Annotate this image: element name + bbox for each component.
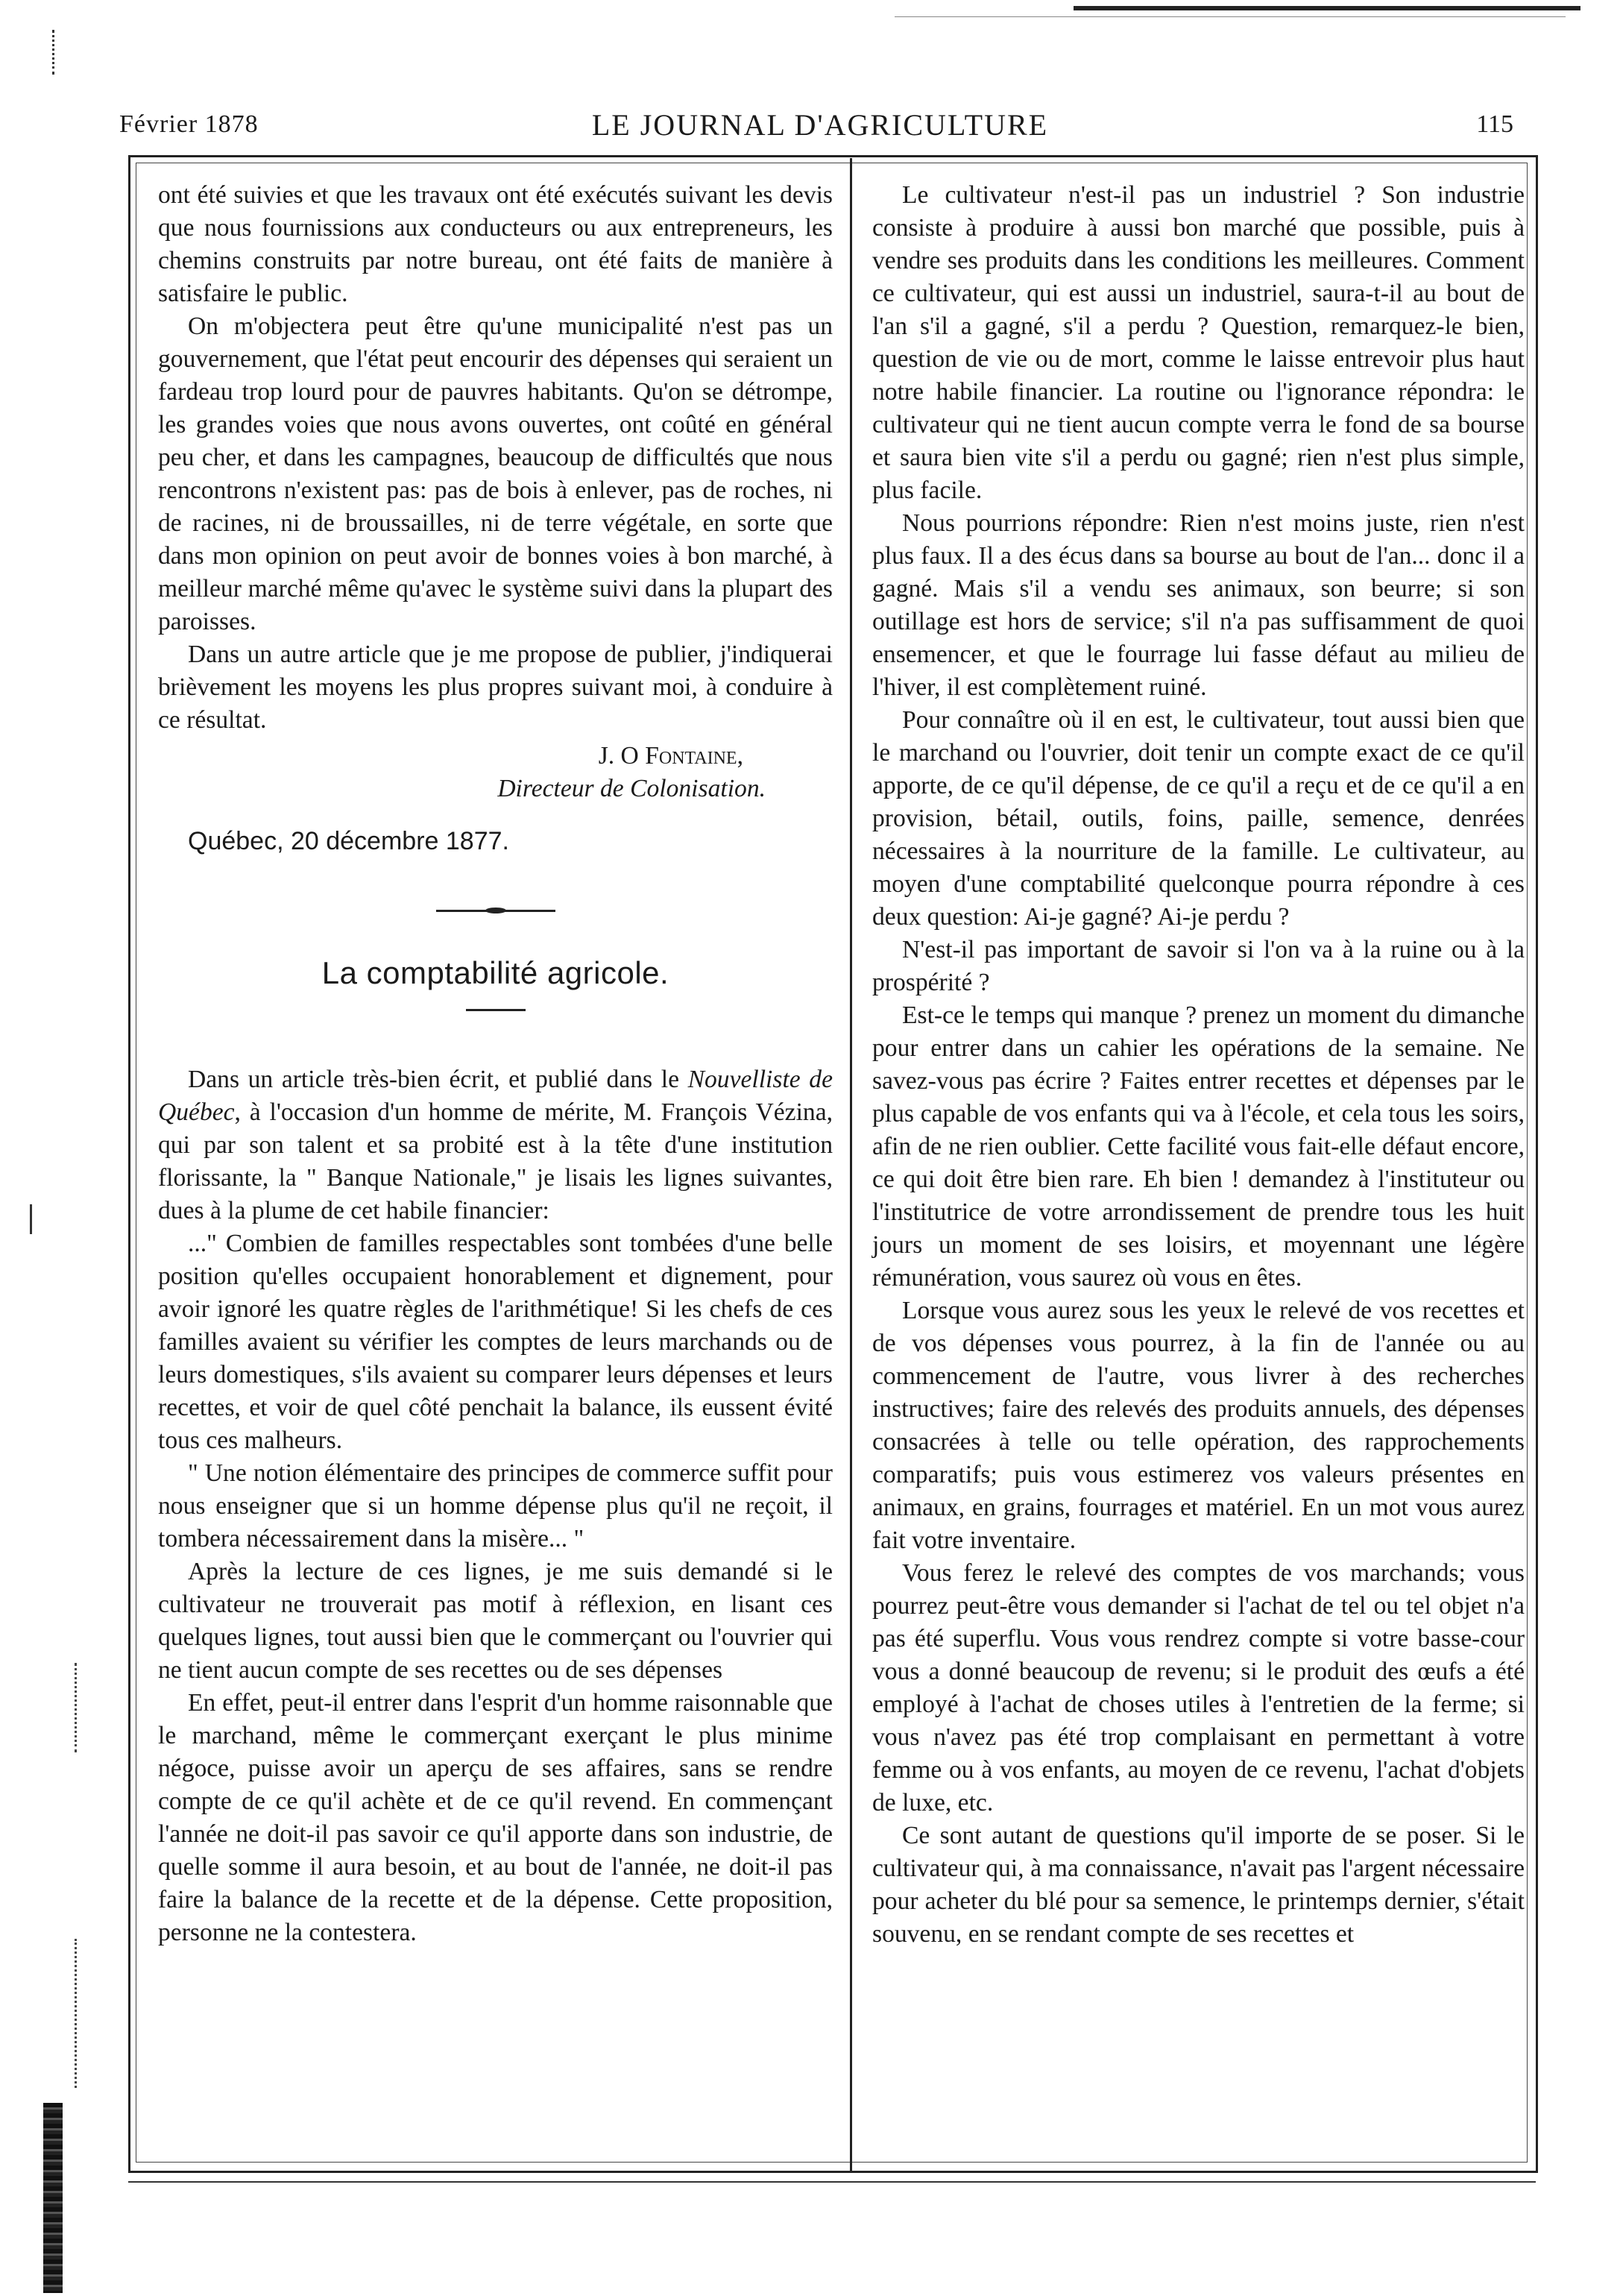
header-date: Février 1878 [119,110,259,138]
page-number: 115 [1476,110,1513,138]
paragraph: Est-ce le temps qui manque ? prenez un moment du dimanche pour entrer dans un cahier les opérations de la semaine. Ne savez-vous pas écrire ? Faites entrer recettes et dépenses par le plus capable de vos enfants qui va à l'école, et cela tous les soirs, afin de ne rien oublier. Cette facilité vous fait-elle défaut encore, ce qui doit être bien rare. Eh bien ! demandez à l'instituteur ou l'institutrice de votre arrondissement de prendre tous les huit jours un moment de ses loisirs, et moyennant une légère rémunération, vous saurez où vous en êtes. [872,1001,1525,1292]
top-thin-rule [895,16,1566,17]
paragraph: Ce sont autant de questions qu'il importe de se poser. Si le cultivateur qui, à ma connaissance, n'avait pas l'argent nécessaire pour acheter du blé pour sa semence, le printemps dernier, s'était souvenu, en se rendant compte de ses recettes et [872,1822,1525,1948]
paragraph: Vous ferez le relevé des comptes de vos marchands; vous pourrez peut-être vous demander si l'achat de tel ou tel objet n'a pas été superflu. Vous vous rendrez compte si votre basse-cour vous a donné beaucoup de revenu; si le produit des œufs a été employé à l'achat de choses utiles à l'entretien de la ferme; si vous n'avez pas été trop complaisant en permettant à votre femme ou à vos enfants, au moyen de ce revenu, l'achat d'objets de luxe, etc. [872,1559,1525,1817]
paragraph: ont été suivies et que les travaux ont été exécutés suivant les devis que nous fournissions aux conducteurs ou aux entrepreneurs, les chemins construits par notre bureau, ont été faits de manière à satisfaire le public. [158,181,833,307]
scan-edge [43,2103,63,2293]
signature-surname: Fontaine, [645,742,743,770]
place-date: Québec, 20 décembre 1877. [188,827,509,855]
intro-text: , à l'occasion d'un homme de mérite, M. François Vézina, qui par son talent et sa probité est à la tête d'une institution florissante, la " Banque Nationale," je lisais les lignes suivantes, dues à la plume de cet habile financier: [158,1098,833,1224]
scan-dots [75,1939,92,2088]
quote-paragraph: " Une notion élémentaire des principes de commerce suffit pour nous enseigner que si un homme dépense plus qu'il ne reçoit, il tombera nécessairement dans la misère... " [158,1459,833,1553]
signature-name [158,740,833,773]
corner-mark [52,30,71,75]
intro-text: Dans un article très-bien écrit, et publié dans le [188,1066,688,1093]
scan-dots [75,1663,92,1752]
article-intro [158,1063,833,1227]
signature-title: Directeur de Colonisation. [497,775,766,802]
title-underline [466,1009,526,1011]
paragraph: Pour connaître où il en est, le cultivateur, tout aussi bien que le marchand ou l'ouvrier, doit tenir un compte exact de ce qu'il apporte, de ce qu'il dépense, de ce qu'il a reçu et de ce qu'il a en provision, bétail, outils, foins, paille, semence, denrées nécessaires à la nourriture de la famille. Le cultivateur, au moyen d'une comptabilité quelconque pourra répondre à ces deux question: Ai-je gagné? Ai-je perdu ? [872,706,1525,931]
bottom-rule [128,2181,1536,2183]
paragraph: Lorsque vous aurez sous les yeux le relevé de vos recettes et de vos dépenses vous pourrez, à la fin de l'année ou au commencement de l'autre, vous livrer à des recherches instructives; faire des relevés des produits annuels, des dépenses consacrées à telle ou telle opération, des rapprochements comparatifs; puis vous estimerez vos valeurs présentes en animaux, en grains, fourrages et matériel. En un mot vous aurez fait votre inventaire. [872,1297,1525,1554]
quote-paragraph: ..." Combien de familles respectables sont tombées d'une belle position qu'elles occupaient honorablement et dignement, pour avoir ignoré les quatre règles de l'arithmétique! Si les chefs de ces familles avaient su vérifier les comptes de leurs marchands ou de leurs domestiques, s'ils avaient su comparer leurs dépenses et leurs recettes, et voir de quel côté penchait la balance, ils eussent évité tous ces malheurs. [158,1230,833,1454]
paragraph: Dans un autre article que je me propose de publier, j'indiquerai brièvement les moyens les plus propres suivant moi, à conduire à ce résultat. [158,641,833,734]
column-divider [850,158,852,2171]
paragraph: Le cultivateur n'est-il pas un industriel ? Son industrie consiste à produire à aussi bon marché que possible, puis à vendre ses produits dans les conditions les meilleures. Comment ce cultivateur, qui est aussi un industriel, saura-t-il au bout de l'an s'il a gagné, s'il a perdu ? Question, remarquez-le bien, question de vie ou de mort, comme le laisse entrevoir plus haut notre habile financier. La routine ou l'ignorance répondra: le cultivateur qui ne tient aucun compte verra le fond de sa bourse et saura bien vite s'il a perdu ou gagné; rien n'est plus simple, plus facile. [872,181,1525,504]
top-rule [1074,6,1580,10]
journal-title: LE JOURNAL D'AGRICULTURE [591,108,1049,142]
left-column [158,179,833,1949]
section-title: La comptabilité agricole. [321,955,669,990]
publication-name: Nouvelliste de Québec [158,1066,833,1126]
paragraph: On m'objectera peut être qu'une municipalité n'est pas un gouvernement, que l'état peut encourir des dépenses qui seraient un fardeau trop lourd pour de pauvres habitants. Qu'on se détrompe, les grandes voies que nous avons ouvertes, ont coûté en général peu cher, et dans les campagnes, beaucoup de difficultés que nous rencontrons n'existent pas: pas de bois à enlever, pas de roches, ni de racines, ni de broussailles, ni de terre végétale, en sorte que dans mon opinion on peut avoir de bonnes voies à bon marché, à meilleur marché même qu'avec le système suivi dans la plupart des paroisses. [158,312,833,635]
paragraph: Après la lecture de ces lignes, je me suis demandé si le cultivateur ne trouverait pas motif à réflexion, en lisant ces quelques lignes, tout aussi bien que le commerçant ou l'ouvrier qui ne tient aucun compte de ses recettes ou de ses dépenses [158,1558,833,1684]
margin-tick [30,1204,32,1234]
page-header [119,104,1521,149]
signature-initials: J. O [598,742,639,770]
paragraph: En effet, peut-il entrer dans l'esprit d'un homme raisonnable que le marchand, même le commerçant exerçant le plus minime négoce, puisse avoir un aperçu de ses affaires, sans se rendre compte de ce qu'il achète et de ce qu'il revend. En commençant l'année ne doit-il pas savoir ce qu'il apporte dans son industrie, de quelle somme il aura besoin, et au bout de l'année, ne doit-il pas faire la balance de la recette et de la dépense. Cette proposition, personne ne la contestera. [158,1689,833,1946]
right-column [872,179,1525,1951]
section-separator [436,910,555,912]
paragraph: N'est-il pas important de savoir si l'on va à la ruine ou à la prospérité ? [872,936,1525,996]
paragraph: Nous pourrions répondre: Rien n'est moins juste, rien n'est plus faux. Il a des écus dans sa bourse au bout de l'an... donc il a gagné. Mais s'il a vendu ses animaux, son beurre; si son outillage est hors de service; s'il n'a pas suffisamment de quoi ensemencer, et que le fourrage lui fasse défaut au milieu de l'hiver, il est complètement ruiné. [872,509,1525,701]
